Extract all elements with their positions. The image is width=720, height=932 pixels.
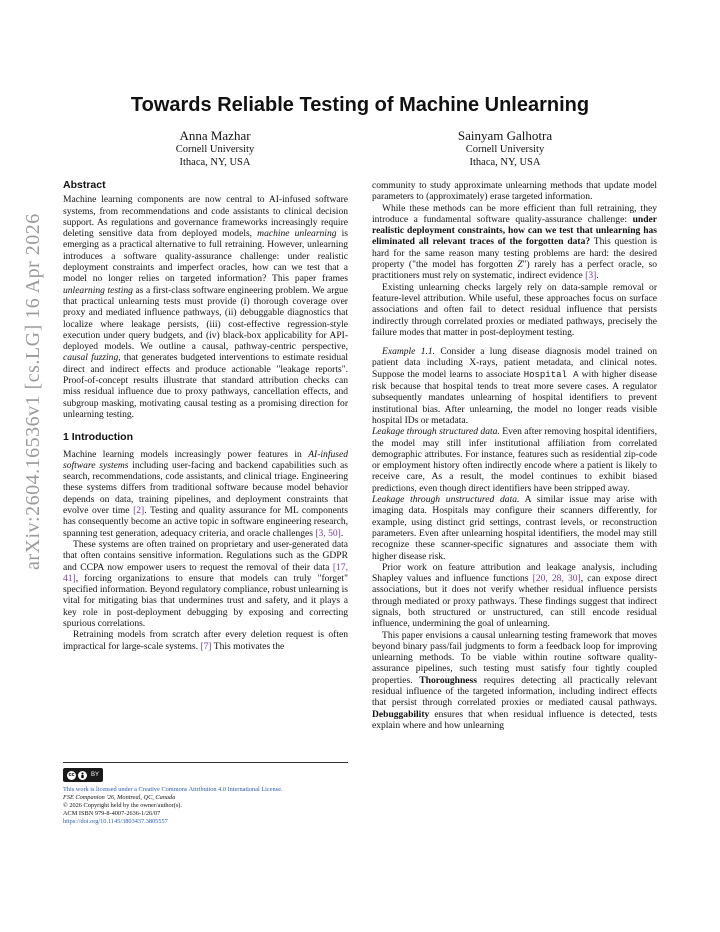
cc-by-label: BY (91, 772, 100, 778)
license-link[interactable]: This work is licensed under a Creative Commons Attribution 4.0 International License. (63, 786, 283, 793)
author-affiliation: Cornell University (465, 144, 545, 155)
citation-link[interactable]: [7] (200, 640, 212, 652)
author-location: Ithaca, NY, USA (179, 157, 251, 168)
intro-paragraph: Retraining models from scratch after every deletion request is often impractical for large-scale systems. [7] This motivates the (63, 629, 348, 652)
leakage-unstructured-paragraph: Leakage through unstructured data. A similar issue may arise with imaging data. Hospitals may configure their scanners differently, for example, using distinct grid settings, contrast levels, or reconstruction parameters. Even after unlearning hospital identifiers, the model may still recognize these scanner-specific signatures and associate them with higher disease risk. (372, 494, 657, 562)
body-paragraph: Prior work on feature attribution and leakage analysis, including Shapley values and influence functions [20, 28, 30], can expose direct associations, but it does not verify whether residual influence persists through mediated or proxy pathways. These findings suggest that indirect signals, both structured or unstructured, can still encode residual influence, undermining the goal of unlearning. (372, 561, 657, 630)
author-name: Anna Mazhar (179, 128, 251, 143)
citation-link[interactable]: [3] (585, 270, 597, 282)
section-heading-introduction: 1 Introduction (63, 431, 133, 444)
author-name: Sainyam Galhotra (457, 128, 553, 143)
footnote-block (63, 762, 348, 826)
intro-paragraph: Machine learning models increasingly power features in AI-infused software systems including user-facing and backend capabilities such as search, recommendations, code assistants, and clinical triage. Engineering these systems differs from traditional software because model behavior depends on data, training pipelines, and deployment constraints that evolve over time [2]. Testing and quality assurance for ML components has consequently become an active topic in software engineering research, spanning test generation, adequacy criteria, and oracle challenges [3, 50]. (63, 448, 348, 539)
citation-link[interactable]: [2] (133, 505, 145, 517)
body-paragraph: While these methods can be more efficient than full retraining, they introduce a fundamental software quality-assurance challenge: under realistic deployment constraints, how can we test that unlearning has eliminated all relevant traces of the forgotten data? This question is hard for the same reason many testing problems are hard: the desired property ("the model has forgotten Z") rarely has a perfect oracle, so practitioners must rely on systematic, indirect evidence [3]. (372, 202, 657, 282)
venue-text: FSE Companion '26, Montreal, QC, Canada (63, 794, 176, 801)
isbn-text: ACM ISBN 979-8-4007-2636-1/26/07 (63, 810, 161, 817)
copyright-text: © 2026 Copyright held by the owner/author(s). (63, 802, 182, 809)
body-paragraph: This paper envisions a causal unlearning testing framework that moves beyond binary pass/fail judgments to form a feedback loop for improving unlearning methods. To be viable within routine software quality-assurance pipelines, such testing must satisfy four tightly coupled properties. Thoroughness requires detecting all practically relevant residual influence of the targeted information, including indirect effects that persist through correlated proxies or mediated causal pathways. Debuggability ensures that when residual influence is detected, tests explain where and how unlearning (372, 629, 657, 731)
cc-license-badge[interactable] (63, 768, 103, 782)
footnote-divider (63, 762, 348, 763)
attribution-person-icon (78, 771, 87, 780)
body-paragraph: Existing unlearning checks largely rely on data-sample removal or feature-level attribution. While useful, these approaches focus on surface associations and often fail to detect residual influence that persists indirectly through correlated proxies or mediated pathways, precisely the failure modes that matter in post-deployment testing. (372, 281, 657, 338)
author-affiliation: Cornell University (175, 144, 255, 155)
author-block (95, 128, 335, 169)
arxiv-identifier: arXiv:2604.16536v1 [cs.LG] 16 Apr 2026 (22, 213, 44, 570)
paper-title: Towards Reliable Testing of Machine Unlearning (130, 94, 590, 116)
left-column (63, 180, 348, 652)
author-block (385, 128, 625, 169)
citation-link[interactable]: [3, 50] (315, 527, 341, 539)
right-column (372, 180, 657, 731)
citation-link[interactable]: [17, 41] (63, 561, 348, 584)
author-location: Ithaca, NY, USA (469, 157, 541, 168)
example-paragraph: Example 1.1. Consider a lung disease diagnosis model trained on patient data including X-rays, patient metadata, and clinical notes. Suppose the model learns to associate Hospital A with higher disease risk because that hospital tends to treat more severe cases. A regulator subsequently mandates unlearning of hospital identifiers to prevent institutional bias. After unlearning, the model no longer reads visible hospital IDs or metadata. (372, 346, 657, 426)
abstract-heading: Abstract (63, 179, 106, 191)
cc-icon: cc (68, 772, 75, 778)
body-paragraph: community to study approximate unlearning methods that update model parameters to (approximately) erase targeted information. (372, 180, 657, 203)
intro-paragraph: These systems are often trained on proprietary and user-generated data that often contains sensitive information. Regulations such as the GDPR and CCPA now empower users to request the removal of their data [17, 41], forcing organizations to ensure that models can truly "forget" specified information. Beyond regulatory compliance, robust unlearning is vital for mitigating bias that undermines trust and safety, and it plays a key role in post-deployment debugging by exposing and correcting spurious correlations. (63, 538, 349, 629)
leakage-structured-paragraph: Leakage through structured data. Even after removing hospital identifiers, the model may still infer institutional affiliation from correlated demographic attributes. For instance, features such as residential zip-code or employment history often indirectly encode where a patient is likely to receive care, As a result, the model continues to exhibit biased predictions, even though direct identifiers have been stripped away. (372, 426, 657, 494)
abstract-paragraph: Machine learning components are now central to AI-infused software systems, from recommendations and code assistants to clinical decision support. As regulations and governance frameworks increasingly require deleting sensitive data from deployed models, machine unlearning is emerging as a practical alternative to full retraining. However, unlearning introduces a software quality-assurance challenge: under realistic deployment constraints and imperfect oracles, how can we test that a model no longer relies on targeted information? This paper frames unlearning testing as a first-class software engineering problem. We argue that practical unlearning tests must provide (i) thorough coverage over proxy and mediated influence pathways, (ii) debuggable diagnostics that localize where leakage persists, (iii) cost-effective regression-style execution under query budgets, and (iv) black-box applicability for API-deployed models. We outline a causal, pathway-centric perspective, causal fuzzing, that generates budgeted interventions to estimate residual direct and indirect effects and produce actionable "leakage reports". Proof-of-concept results illustrate that standard attribution checks can miss residual influence due to proxy pathways, cancellation effects, and subgroup masking, motivating causal testing as a promising direction for unlearning testing. (63, 194, 349, 420)
doi-link[interactable]: https://doi.org/10.1145/3803437.3805557 (63, 818, 168, 825)
citation-link[interactable]: [20, 28, 30] (532, 573, 581, 585)
